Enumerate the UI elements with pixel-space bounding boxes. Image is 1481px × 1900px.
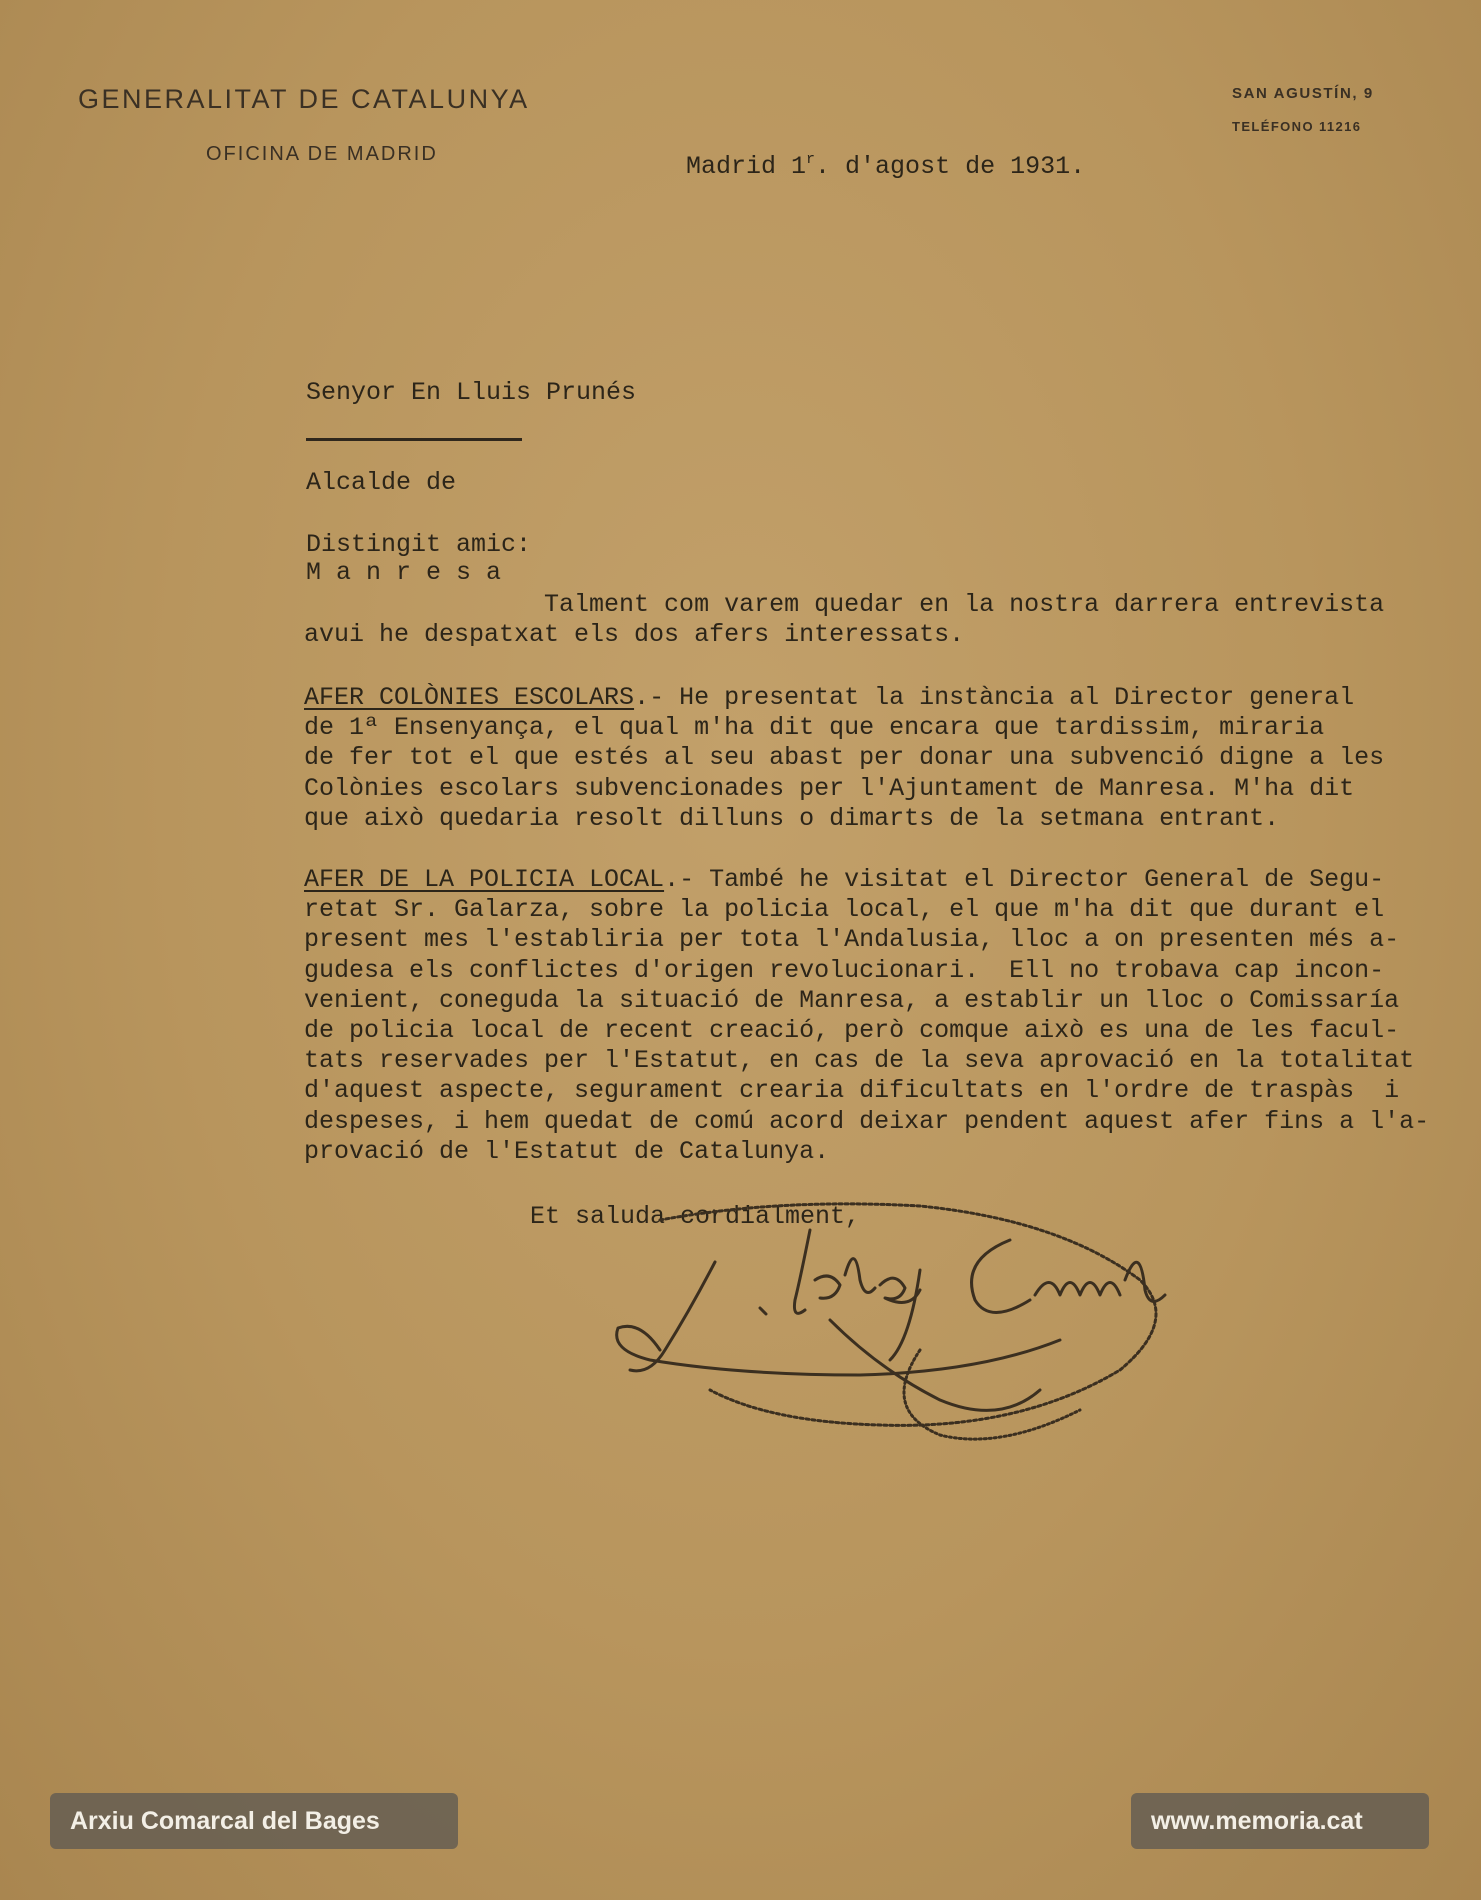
text-line: retat Sr. Galarza, sobre la policia local, el que m'ha dit que durant el bbox=[304, 895, 1385, 925]
section-heading-colonies: AFER COLÒNIES ESCOLARS bbox=[304, 683, 635, 712]
text-line: de fer tot el que estés al seu abast per donar una subvenció digne a les bbox=[304, 743, 1385, 773]
recipient-line: M a n r e s a bbox=[306, 558, 502, 587]
letterhead-address: SAN AGUSTÍN, 9 bbox=[1232, 85, 1374, 102]
text-line: Colònies escolars subvencionades per l'Ajuntament de Manresa. M'ha dit bbox=[304, 773, 1355, 803]
section-heading-policia: AFER DE LA POLICIA LOCAL bbox=[304, 865, 665, 894]
recipient-line: Senyor En Lluis Prunés bbox=[306, 378, 637, 407]
date-superscript: r bbox=[806, 151, 816, 168]
date-suffix: . d'agost de 1931. bbox=[815, 152, 1086, 181]
text-line: que això quedaria resolt dilluns o dimarts de la setmana entrant. bbox=[304, 803, 1280, 833]
archive-watermark: Arxiu Comarcal del Bages bbox=[50, 1793, 458, 1849]
text-line: avui he despatxat els dos afers interessats. bbox=[304, 620, 965, 650]
closing-line: Et saluda cordialment, bbox=[530, 1202, 861, 1231]
text-line: d'aquest aspecte, segurament crearia dificultats en l'ordre de traspàs i bbox=[304, 1076, 1400, 1106]
text-line: tats reservades per l'Estatut, en cas de la seva aprovació en la totalitat bbox=[304, 1046, 1415, 1076]
letterhead-office: OFICINA DE MADRID bbox=[206, 143, 438, 165]
text-line: provació de l'Estatut de Catalunya. bbox=[304, 1136, 830, 1166]
text-line: .- També he visitat el Director General de Segu- bbox=[664, 865, 1385, 894]
recipient-line: Alcalde de bbox=[306, 468, 457, 497]
paragraph-intro bbox=[304, 590, 1444, 650]
signature-icon bbox=[620, 1187, 1240, 1460]
text-line: venient, coneguda la situació de Manresa, a establir un lloc o Comissaría bbox=[304, 985, 1400, 1015]
greeting: Distingit amic: bbox=[306, 530, 532, 559]
letter-date bbox=[686, 145, 1085, 182]
letterhead-telephone: TELÉFONO 11216 bbox=[1232, 119, 1362, 134]
date-prefix: Madrid 1 bbox=[686, 152, 807, 181]
text-line: Talment com varem quedar en la nostra darrera entrevista bbox=[304, 590, 1385, 619]
text-line: present mes l'establiria per tota l'Andalusia, lloc a on presenten més a- bbox=[304, 925, 1400, 955]
website-watermark: www.memoria.cat bbox=[1131, 1793, 1429, 1849]
text-line: despeses, i hem quedat de comú acord deixar pendent aquest afer fins a l'a- bbox=[304, 1106, 1430, 1136]
text-line: de policia local de recent creació, però comque això es una de les facul- bbox=[304, 1016, 1400, 1046]
text-line: gudesa els conflictes d'origen revolucionari. Ell no trobava cap incon- bbox=[304, 955, 1385, 985]
recipient-underline bbox=[306, 438, 522, 441]
paragraph-policia bbox=[304, 865, 1444, 1167]
text-line: de 1ª Ensenyança, el qual m'ha dit que encara que tardissim, miraria bbox=[304, 713, 1325, 743]
signature-text: J. Selves Carner bbox=[620, 1187, 724, 1204]
letterhead-title: GENERALITAT DE CATALUNYA bbox=[78, 84, 530, 114]
text-line: .- He presentat la instància al Director general bbox=[634, 683, 1355, 712]
paragraph-colonies bbox=[304, 683, 1444, 834]
